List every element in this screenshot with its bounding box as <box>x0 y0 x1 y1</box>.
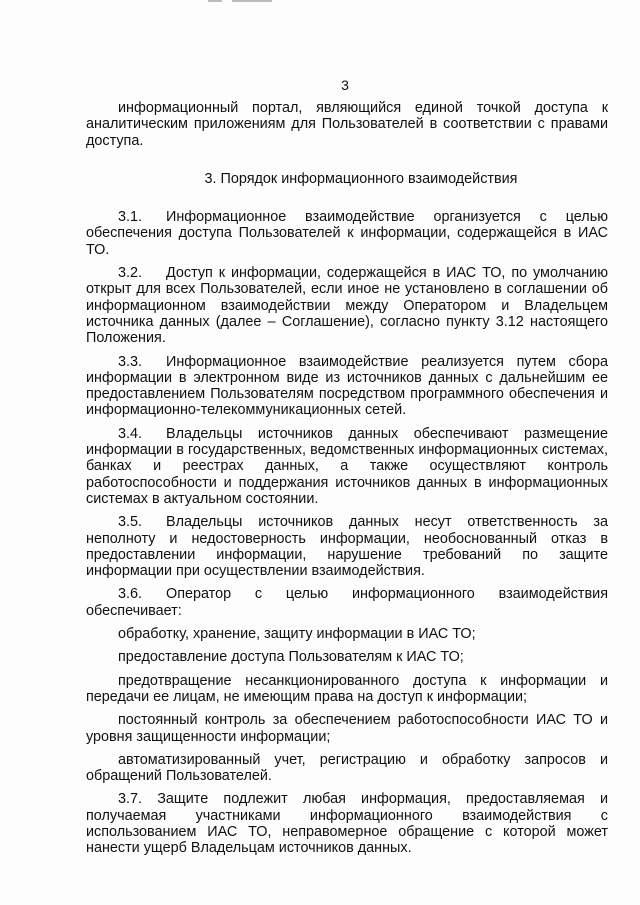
list-item: предоставление доступа Пользователям к ИАС ТО; <box>118 649 464 666</box>
paragraph-text: Владельцы источников данных обеспечивают размещение информации в государственных, ведомственных информационных системах, банках и реестрах данных, а также осуществляют контроль работоспособности и поддержания источников данных в информационных системах в актуальном состоянии. <box>86 425 608 507</box>
paragraph-3-7: 3.7. Защите подлежит любая информация, предоставляемая и получаемая участниками информационного взаимодействия с использованием ИАС ТО, неправомерное обращение с которой может нанести ущерб Владельцам источников данных. <box>86 791 608 857</box>
paragraph-number: 3.4. <box>118 425 143 442</box>
paragraph-text: Информационное взаимодействие организуется с целью обеспечения доступа Пользователей к информации, содержащейся в ИАС ТО. <box>86 209 608 258</box>
page-number: 3 <box>341 77 349 93</box>
document-body <box>86 100 608 864</box>
list-item: предотвращение несанкционированного доступа к информации и передачи ее лицам, не имеющим права на доступ к информации; <box>86 672 608 705</box>
paragraph-3-6 <box>86 586 608 619</box>
paragraph-3-2 <box>86 265 608 346</box>
list-item: автоматизированный учет, регистрацию и обработку запросов и обращений Пользователей. <box>86 751 608 785</box>
paragraph-3-3 <box>86 354 608 419</box>
scan-artifact <box>208 0 222 2</box>
paragraph-number: 3.5. <box>118 514 143 531</box>
scan-artifact <box>232 0 272 2</box>
paragraph-text: Информационное взаимодействие реализуется путем сбора информации в электронном виде из источников данных с дальнейшим ее предоставлением Пользователям посредством программного обеспечения и информационно-телекоммуникационных сетей. <box>86 353 608 419</box>
section-heading: 3. Порядок информационного взаимодействия <box>204 170 518 187</box>
intro-paragraph: информационный портал, являющийся единой точкой доступа к аналитическим приложениям для Пользователей в соответствии с правами доступа. <box>86 100 608 149</box>
paragraph-3-1 <box>86 209 608 258</box>
list-item: обработку, хранение, защиту информации в ИАС ТО; <box>118 626 476 643</box>
paragraph-number: 3.6. <box>118 586 143 603</box>
paragraph-3-4 <box>86 426 608 507</box>
paragraph-number: 3.3. <box>118 353 143 370</box>
list-item: постоянный контроль за обеспечением работоспособности ИАС ТО и уровня защищенности информации; <box>86 712 608 745</box>
paragraph-number: 3.1. <box>118 209 143 226</box>
paragraph-text: Оператор с целью информационного взаимодействия обеспечивает: <box>86 586 608 619</box>
paragraph-text: Доступ к информации, содержащейся в ИАС ТО, по умолчанию открыт для всех Пользователей, если иное не установлено в соглашении об информационном взаимодействии между Оператором и Владельцем источника данных (далее – Соглашение), согласно пункту 3.12 настоящего Положения. <box>86 265 608 347</box>
paragraph-3-5 <box>86 514 608 579</box>
paragraph-number: 3.2. <box>118 265 143 282</box>
paragraph-text: Владельцы источников данных несут ответственность за неполноту и недостоверность информации, необоснованный отказ в предоставлении информации, нарушение требований по защите информации при осуществлении взаимодействия. <box>86 514 608 580</box>
